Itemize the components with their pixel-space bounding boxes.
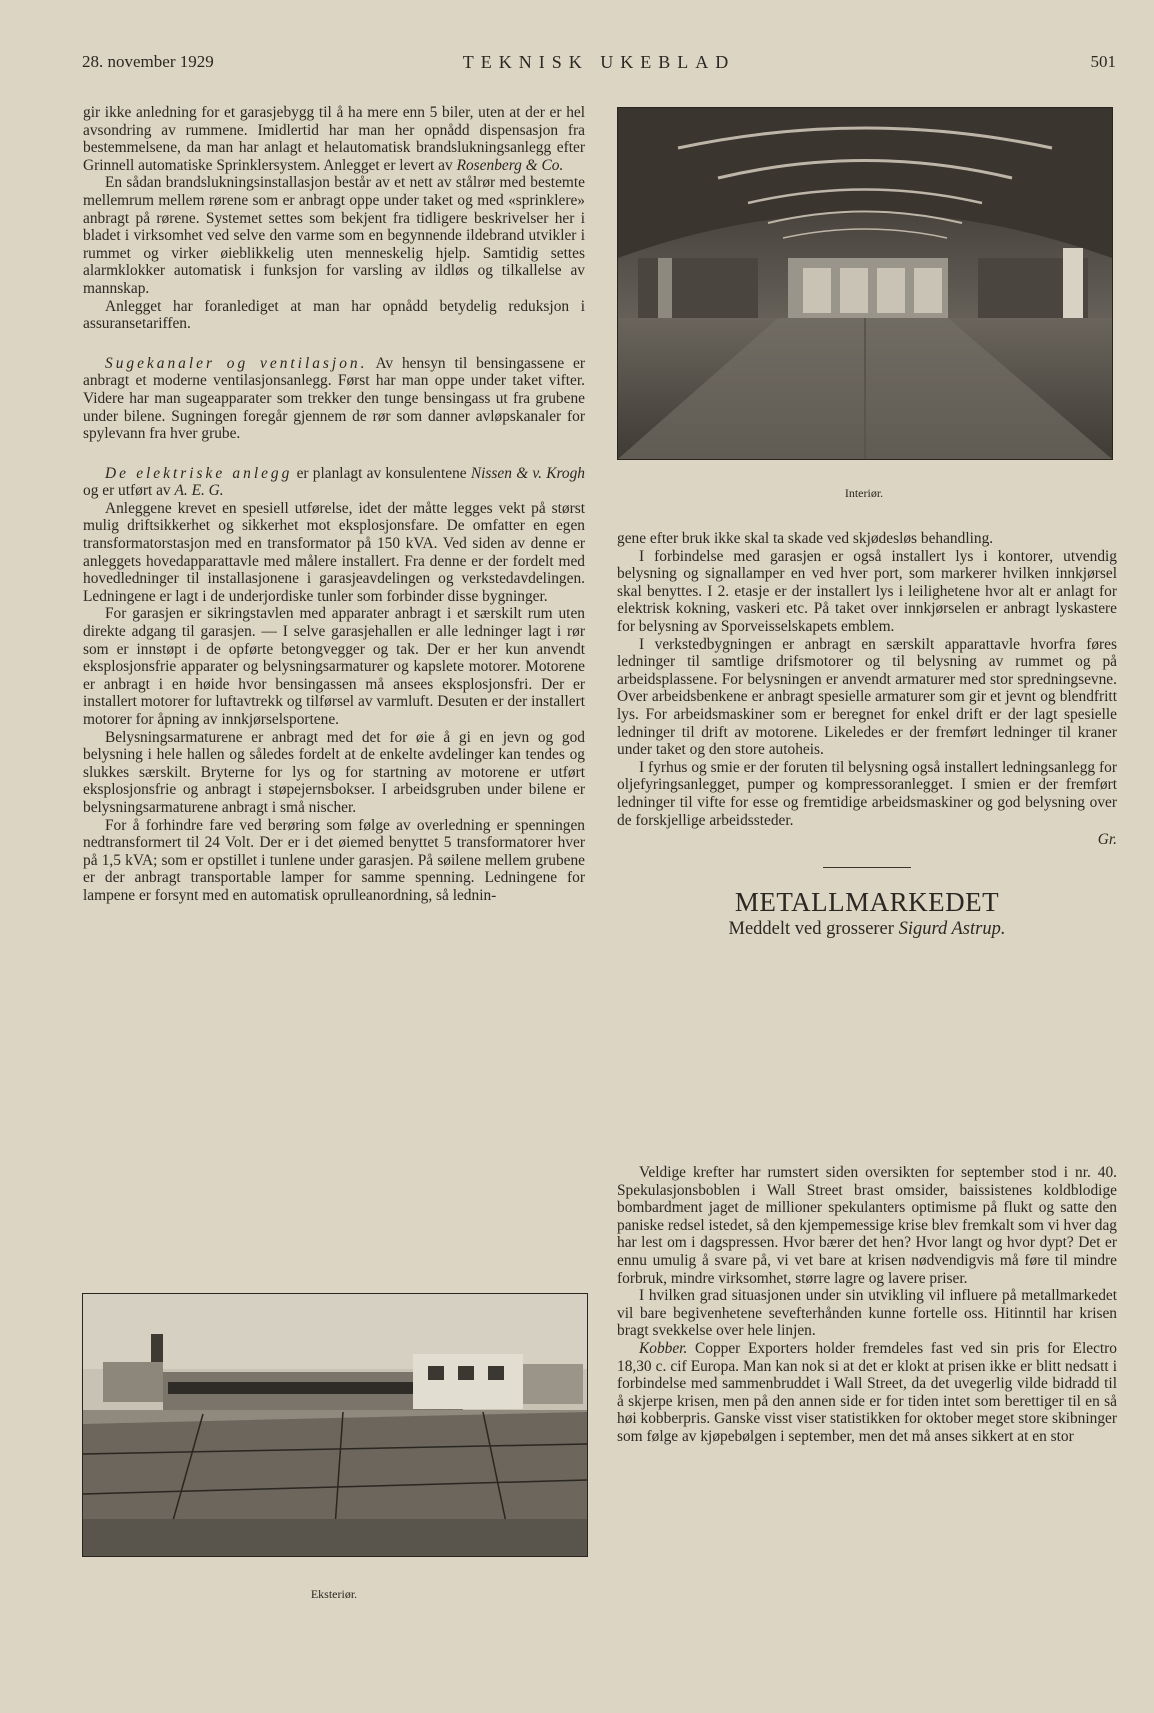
consultant-name: Nissen & v. Krogh (470, 464, 585, 482)
paragraph-text: er planlagt av konsulentene (296, 464, 467, 482)
paragraph: gene efter bruk ikke skal ta skade ved skjødesløs behandling. (617, 530, 994, 547)
paragraph-text: Copper Exporters holder fremdeles fast ved sin pris for Electro 18,30 c. cif Europa. Man kan nok si at det er klokt at prisen ikke er blitt nedsatt i forbindelse med sammenbruddet i Wall Street, da det uvegerlig vilde bidradd til å skjerpe krisen, men på den annen side er for tiden intet som berettiger til en så høi kobberpris. Ganske visst viser statistikken for oktober meget store skibninger som følge av kjøpebølgen i september, men det må anses sikkert at en stor (617, 1339, 1117, 1445)
paragraph: I fyrhus og smie er der foruten til belysning også installert ledningsanlegg for oljefyringsanlegget, pumper og kompressoranlegget. I smien er der fremført ledninger til vifte for esse og fremtidige arbeidsmaskiner og god belysning over de forskjellige arbeidssteder. (617, 758, 1117, 829)
company-name: Rosenberg & Co. (456, 156, 564, 174)
interior-caption: Interiør. (844, 486, 884, 500)
paragraph: I verkstedbygningen er anbragt en særskilt apparattavle hvorfra føres ledninger til samtlige drifsmotorer og til belysning av rummet og på arbeidsplassene. For belysningen er anvendt armaturer med stor spredningsevne. Over arbeidsbenkene er anbragt spesielle armaturer som gir et jevnt og blendfritt lys. For arbeidsmaskiner som er beregnet for enkel drift er der lagt spesielle ledninger til drift av motorene. Likeledes er der fremført ledninger til kraner under taket og den store autoheis. (617, 635, 1117, 759)
exterior-caption: Eksteriør. (310, 1587, 358, 1601)
interior-photo (617, 107, 1113, 460)
section-heading: Sugekanaler og ventilasjon. (105, 354, 368, 372)
paragraph (83, 104, 585, 174)
right-column-top (617, 530, 1117, 939)
contractor-name: A. E. G. (174, 482, 224, 500)
left-column (83, 104, 585, 905)
paragraph: Belysningsarmaturene er anbragt med det for øie å gi en jevn og god belysning i hele hallen og således fordelt at de enkelte avdelinger kan tendes og slukkes særskilt. Bryterne for lys og for startning av motorene er utført eksplosjonsfrie og anbragt i støpejernsbokser. I arbeidsgruben under bilene er belysningsarmaturene anbragt i små nischer. (83, 728, 585, 816)
section-divider (823, 867, 911, 868)
paragraph-text: og er utført av (83, 482, 171, 500)
author-name: Sigurd Astrup. (898, 919, 1006, 940)
paragraph-text: gir ikke anledning for et garasjebygg til å ha mere enn 5 biler, uten at der er hel avsondring av rummene. Imidlertid har man her opnådd dispensasjon fra bestemmelsene, da man har anlagt et helautomatisk brandslukningsanlegg efter Grinnell automatiske Sprinklersystem. Anlegget er levert av (83, 104, 585, 174)
subtitle-text: Meddelt ved grosserer (728, 919, 894, 940)
issue-date: 28. november 1929 (82, 52, 214, 71)
paragraph: Anleggene krevet en spesiell utførelse, idet der måtte legges vekt på størst mulig driftsikkerhet og sikkerhet mot eksplosjonsfare. De omfatter en egen transformatorstasjon med en transformator på 150 kVA. Ved siden av denne er anleggets hovedapparattavle med målere installert. Fra denne er der fordelt med hovedledninger til installasjonene i garasjeavdelingen og verkstedavdelingen. Ledningene er lagt i de underjordiske tunler som forbinder disse bygninger. (83, 499, 585, 605)
paragraph: I hvilken grad situasjonen under sin utvikling vil influere på metallmarkedet vil bare begivenhetene sevefterhånden kunne fortelle oss. Hitinntil har krisen bragt svekkelse over hele linjen. (617, 1287, 1117, 1340)
paragraph: For å forhindre fare ved berøring som følge av overledning er spenningen nedtransformert til 24 Volt. Der er i det øiemed benyttet 5 transformatorer hver på 1,5 kVA; som er opstillet i tunlene under garasjen. På søilene mellem grubene er der anbragt transportable lamper for samme spenning. Ledningene for lampene er forsynt med en automatisk oprulleanordning, så lednin- (83, 816, 585, 904)
paragraph: For garasjen er sikringstavlen med apparater anbragt i et særskilt rum uten direkte adgang til garasjen. — I selve garasjehallen er alle ledninger lagt i rør som er innstøpt i de opførte betongvegger og tak. Der er her kun anvendt eksplosjonsfrie apparater og belysningsarmaturer og kapslete motorer. Motorene er anbragt i en høide hvor bensingassen må ansees eksplosjonsfri. Der er installert motorer for luftavtrekk og tilførsel av varmluft. Desuten er der installert motorer for åpning av innkjørselsportene. (83, 605, 585, 728)
interior-illustration (618, 108, 1112, 459)
section-heading: De elektriske anlegg (105, 464, 293, 482)
author-signature: Gr. (1097, 831, 1117, 849)
paragraph: I forbindelse med garasjen er også installert lys i kontorer, utvendig belysning og signallamper en ved hver port, som markerer hvilken innkjørsel skal benyttes. I 2. etasje er der installert lys i leilighetene hvor alt er anlagt for elektrisk kokning, vaskeri etc. På taket over innkjørselen er anbragt lyskastere for belysning av Sporveisselskapets emblem. (617, 547, 1117, 635)
journal-title: TEKNISK UKEBLAD (462, 52, 736, 72)
paragraph (617, 1340, 1117, 1446)
paragraph (83, 465, 585, 500)
section-heading: Kobber. (639, 1339, 688, 1357)
page-number: 501 (1090, 52, 1116, 71)
paragraph-text: Av hensyn til bensingassene er anbragt et moderne ventilasjonsanlegg. Først har man oppe under taket vifter. Videre har man sugeapparater som trekker den tunge bensingass ut fra grubene under bilene. Sugningen foregår gjennem de rør som danner avløpskanaler for spylevann fra hver grube. (83, 354, 585, 443)
paragraph: Veldige krefter har rumstert siden oversikten for september stod i nr. 40. Spekulasjonsboblen i Wall Street brast omsider, baissistenes koldblodige bombardment jaget de millioner spekulanters optimisme på flukt og satte den paniske redsel istedet, så den kjempemessige krise blev fremkalt som vi hver dag har lest om i dagspressen. Hvor bærer det hen? Hvor langt og hvor dypt? Det er ennu umulig å svare på, vi vet bare at krisen nødvendigvis må føre til mindre forbruk, mindre virksomhet, større lagre og lavere priser. (617, 1164, 1117, 1287)
paragraph: En sådan brandslukningsinstallasjon består av et nett av stålrør med bestemte mellemrum mellem rørene som er anbragt oppe under taket og med «sprinklere» anbragt på rørene. Systemet settes som bekjent fra tidligere beskrivelser her i bladet i virksomhet ved selve den varme som en begynnende ildebrand utvikler i rummet og virker øieblikkelig uten menneskelig hjelp. Samtidig settes alarmklokker automatisk i funksjon for varsling av ildløs og tilkallelse av mannskap. (83, 174, 585, 297)
section-subtitle (617, 921, 1117, 939)
running-header (82, 52, 1116, 78)
paragraph: Anlegget har foranlediget at man har opnådd betydelig reduksjon i assuransetariffen. (83, 297, 585, 333)
right-column-bottom (617, 1164, 1117, 1446)
paragraph (83, 355, 585, 443)
exterior-photo (82, 1293, 588, 1557)
exterior-illustration (83, 1294, 587, 1556)
section-title: METALLMARKEDET (734, 886, 1000, 917)
